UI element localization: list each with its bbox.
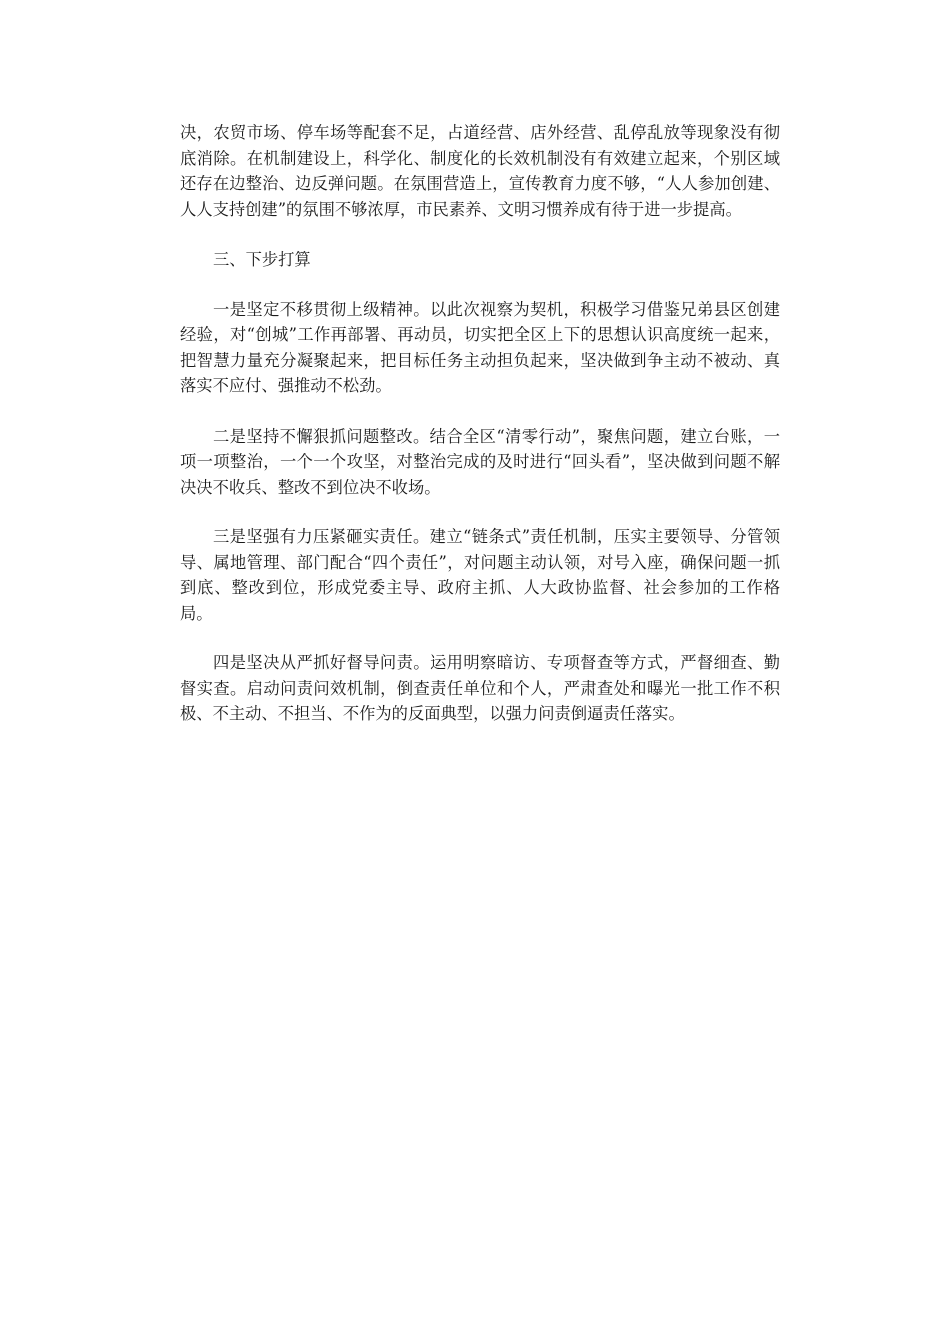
paragraph-point-four: 四是坚决从严抓好督导问责。运用明察暗访、专项督查等方式，严督细查、勤督实查。启动问责问效机制，倒查责任单位和个人，严肃查处和曝光一批工作不积极、不主动、不担当、不作为的反面典型，以强力问责倒逼责任落实。 — [180, 653, 780, 723]
paragraph-point-three: 三是坚强有力压紧砸实责任。建立“链条式”责任机制，压实主要领导、分管领导、属地管理、部门配合“四个责任”，对问题主动认领，对号入座，确保问题一抓到底、整改到位，形成党委主导、政府主抓、人大政协监督、社会参加的工作格局。 — [180, 527, 780, 623]
paragraph-continuation: 决，农贸市场、停车场等配套不足，占道经营、店外经营、乱停乱放等现象没有彻底消除。在机制建设上，科学化、制度化的长效机制没有有效建立起来，个别区域还存在边整治、边反弹问题。在氛围营造上，宣传教育力度不够，“人人参加创建、人人支持创建”的氛围不够浓厚，市民素养、文明习惯养成有待于进一步提高。 — [180, 123, 780, 219]
document-page — [180, 120, 780, 727]
paragraph-point-one: 一是坚定不移贯彻上级精神。以此次视察为契机，积极学习借鉴兄弟县区创建经验，对“创城”工作再部署、再动员，切实把全区上下的思想认识高度统一起来，把智慧力量充分凝聚起来，把目标任务主动担负起来，坚决做到争主动不被动、真落实不应付、强推动不松劲。 — [180, 299, 780, 395]
section-heading: 三、下步打算 — [213, 250, 311, 269]
paragraph-point-two: 二是坚持不懈狠抓问题整改。结合全区“清零行动”，聚焦问题，建立台账，一项一项整治，一个一个攻坚，对整治完成的及时进行“回头看”，坚决做到问题不解决决不收兵、整改不到位决不收场。 — [180, 426, 780, 497]
